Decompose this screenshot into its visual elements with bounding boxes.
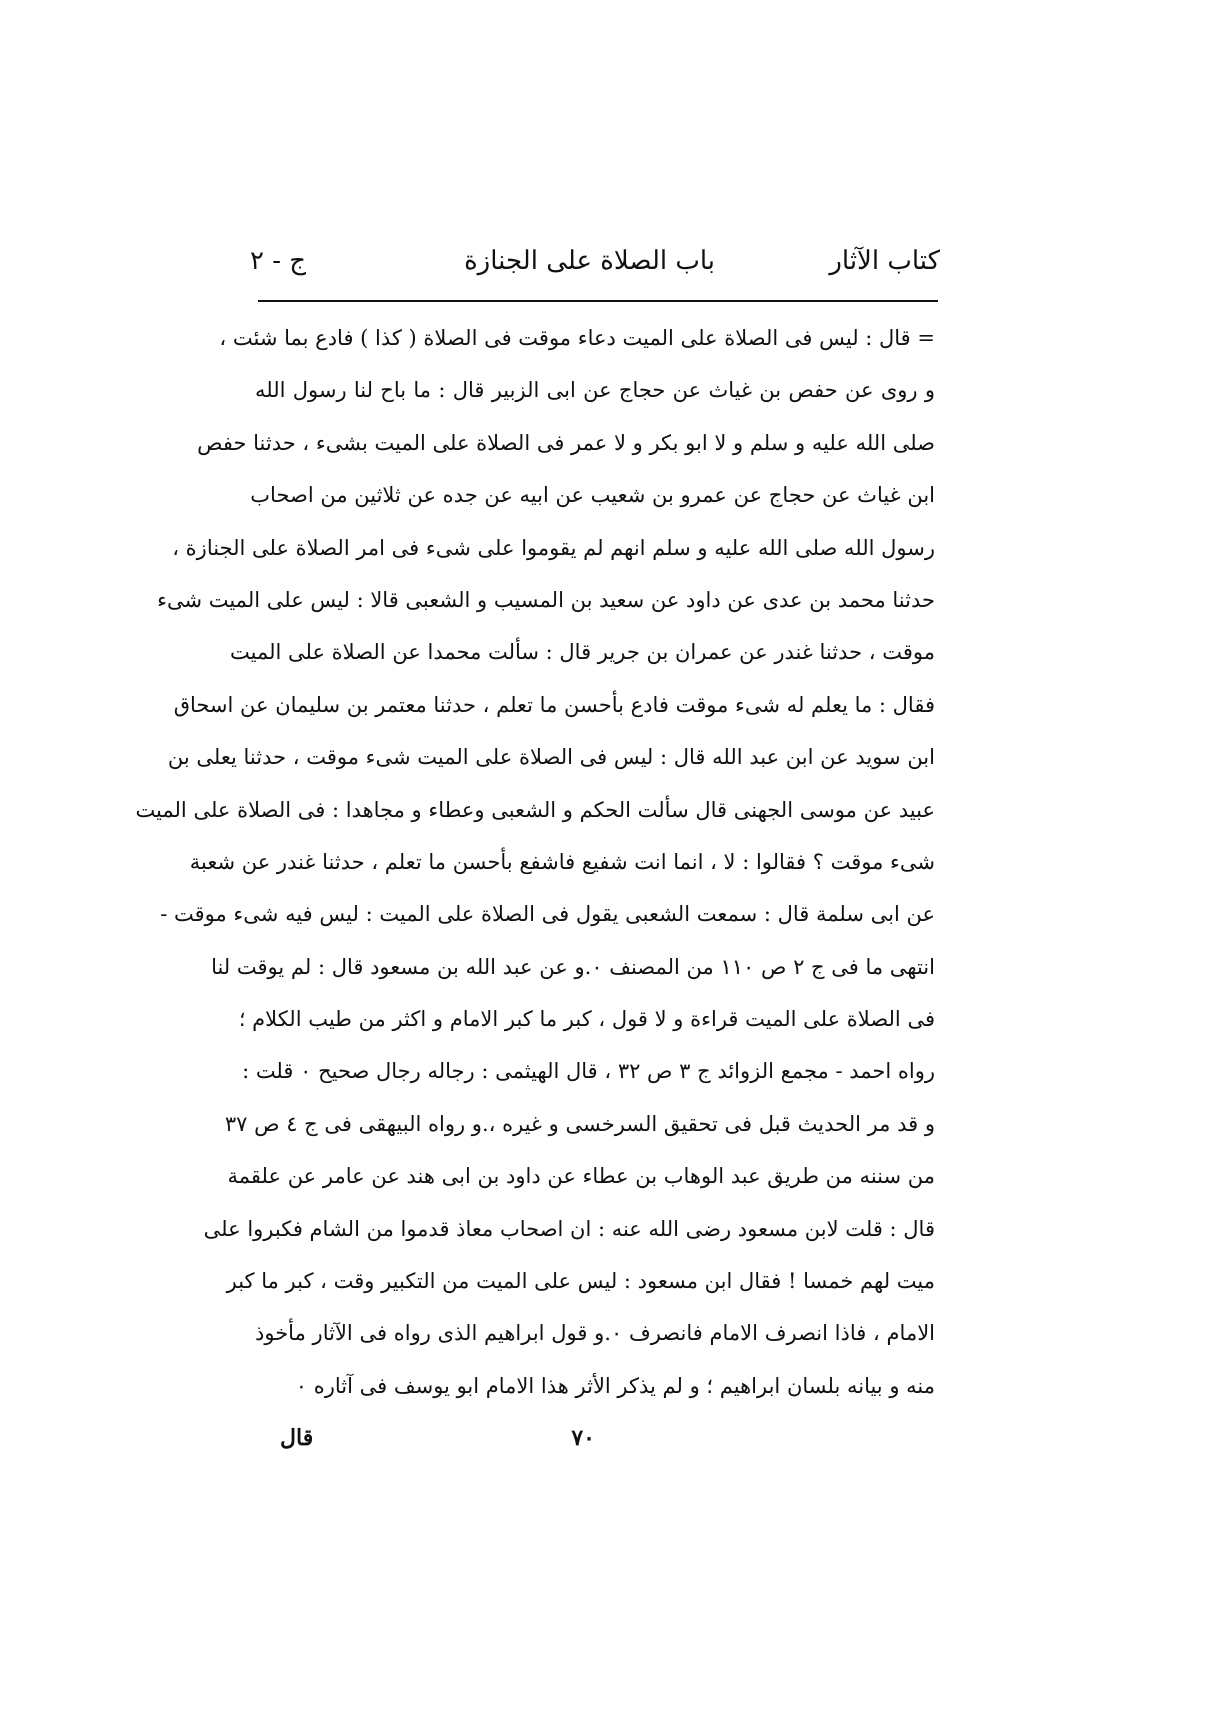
text-line: ابن سويد عن ابن عبد الله قال : ليس فى الصلاة على الميت شىء موقت ، حدثنا يعلى بن [167,745,935,770]
text-line: شىء موقت ؟ فقالوا : لا ، انما انت شفيع فاشفع بأحسن ما تعلم ، حدثنا غندر عن شعبة [189,849,935,874]
text-line: صلى الله عليه و سلم و لا ابو بكر و لا عمر فى الصلاة على الميت بشىء ، حدثنا حفص [197,430,935,455]
text-line: رسول الله صلى الله عليه و سلم انهم لم يقوموا على شىء فى امر الصلاة على الجنازة ، [172,535,935,560]
text-line: عبيد عن موسى الجهنى قال سألت الحكم و الشعبى وعطاء و مجاهدا : فى الصلاة على الميت [135,797,935,822]
text-line: منه و بيانه بلسان ابراهيم ؛ و لم يذكر الأثر هذا الامام ابو يوسف فى آثاره ٠ [295,1373,935,1398]
text-line: فقال : ما يعلم له شىء موقت فادع بأحسن ما تعلم ، حدثنا معتمر بن سليمان عن اسحاق [173,692,935,717]
text-line: رواه احمد - مجمع الزوائد ج ٣ ص ٣٢ ، قال الهيثمى : رجاله رجال صحيح ٠ قلت : [242,1059,935,1084]
text-line: ميت لهم خمسا ! فقال ابن مسعود : ليس على الميت من التكبير وقت ، كبر ما كبر [226,1269,935,1294]
text-line: و قد مر الحديث قبل فى تحقيق السرخسى و غيره ،.و رواه البيهقى فى ج ٤ ص ٣٧ [224,1111,935,1136]
book-title: كتاب الآثار [829,246,940,276]
volume-label: ج - ٢ [250,246,307,276]
text-line: فى الصلاة على الميت قراءة و لا قول ، كبر ما كبر الامام و اكثر من طيب الكلام ؛ [238,1007,935,1032]
text-line: انتهى ما فى ج ٢ ص ١١٠ من المصنف ٠.و عن عبد الله بن مسعود قال : لم يوقت لنا [211,954,935,979]
page-footer [250,1425,940,1465]
text-line: الامام ، فاذا انصرف الامام فانصرف ٠.و قول ابراهيم الذى رواه فى الآثار مأخوذ [255,1321,936,1346]
text-line: موقت ، حدثنا غندر عن عمران بن جرير قال : سألت محمدا عن الصلاة على الميت [230,640,935,665]
text-line: عن ابى سلمة قال : سمعت الشعبى يقول فى الصلاة على الميت : ليس فيه شىء موقت - [160,902,935,927]
text-line: حدثنا محمد بن عدى عن داود عن سعيد بن المسيب و الشعبى قالا : ليس على الميت شىء [157,587,935,612]
text-line: و روى عن حفص بن غياث عن حجاج عن ابى الزبير قال : ما باح لنا رسول الله [255,378,935,403]
text-line: = قال : ليس فى الصلاة على الميت دعاء موقت فى الصلاة ( كذا ) فادع بما شئت ، [219,326,935,350]
chapter-title: باب الصلاة على الجنازة [464,246,715,276]
page-number: ٧٠ [571,1425,595,1451]
text-line: ابن غياث عن حجاج عن عمرو بن شعيب عن ابيه عن جده عن ثلاثين من اصحاب [250,483,935,508]
text-line: قال : قلت لابن مسعود رضى الله عنه : ان اصحاب معاذ قدموا من الشام فكبروا على [203,1216,935,1241]
text-line: من سننه من طريق عبد الوهاب بن عطاء عن داود بن ابى هند عن عامر عن علقمة [227,1164,935,1189]
page-header [250,238,940,294]
body-text [135,312,936,1412]
catchword: قال [280,1425,314,1451]
header-divider [258,300,938,302]
